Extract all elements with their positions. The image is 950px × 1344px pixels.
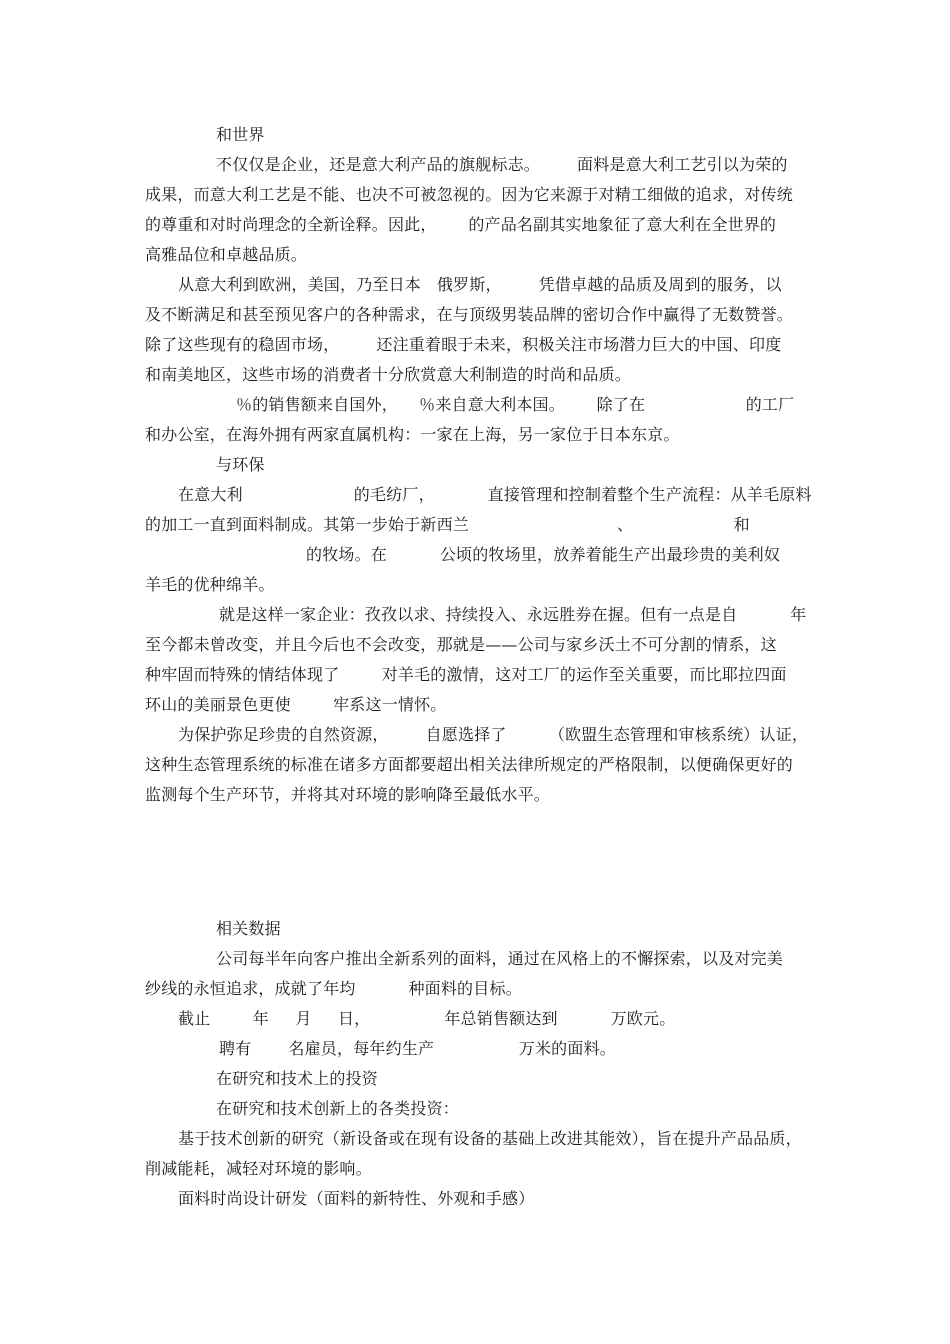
text-line: 除了这些现有的稳固市场， 还注重着眼于未来，积极关注市场潜力巨大的中国、印度 — [145, 335, 782, 354]
text-line: 种牢固而特殊的情结体现了 对羊毛的激情，这对工厂的运作至关重要，而比耶拉四面 — [145, 665, 787, 684]
text-line: 和南美地区，这些市场的消费者十分欣赏意大利制造的时尚和品质。 — [145, 365, 632, 384]
text-line: 环山的美丽景色更使 牢系这一情怀。 — [145, 695, 447, 714]
text-line: 纱线的永恒追求，成就了年均 种面料的目标。 — [145, 979, 522, 998]
text-line: 的牧场。在 公顷的牧场里，放养着能生产出最珍贵的美利奴 — [306, 545, 781, 564]
text-line: 监测每个生产环节，并将其对环境的影响降至最低水平。 — [145, 785, 551, 804]
text-line: 聘有 名雇员，每年约生产 万米的面料。 — [219, 1039, 616, 1058]
text-line: 这种生态管理系统的标准在诸多方面都要超出相关法律所规定的严格限制，以便确保更好的 — [145, 755, 794, 774]
text-line: 及不断满足和甚至预见客户的各种需求，在与顶级男装品牌的密切合作中赢得了无数赞誉。 — [145, 305, 794, 324]
text-line: 成果，而意大利工艺是不能、也决不可被忽视的。因为它来源于对精工细做的追求，对传统 — [145, 185, 794, 204]
text-line: 截止 年 月 日， 年总销售额达到 万欧元。 — [178, 1009, 676, 1028]
section-heading: 在研究和技术上的投资 — [216, 1069, 379, 1088]
text-line: 高雅品位和卓越品质。 — [145, 245, 308, 264]
text-line: 就是这样一家企业：孜孜以求、持续投入、永远胜券在握。但有一点是自 年 — [219, 605, 807, 624]
text-line: 和办公室，在海外拥有两家直属机构：一家在上海，另一家位于日本东京。 — [145, 425, 680, 444]
text-line: 削减能耗，减轻对环境的影响。 — [145, 1159, 372, 1178]
text-line: 至今都未曾改变，并且今后也不会改变，那就是——公司与家乡沃土不可分割的情系，这 — [145, 635, 777, 654]
text-line: 从意大利到欧洲，美国，乃至日本 俄罗斯， 凭借卓越的品质及周到的服务，以 — [178, 275, 782, 294]
text-line: 的加工一直到面料制成。其第一步始于新西兰 、 和 — [145, 515, 750, 534]
text-line: 羊毛的优种绵羊。 — [145, 575, 275, 594]
text-line: 为保护弥足珍贵的自然资源， 自愿选择了 （欧盟生态管理和审核系统）认证， — [178, 725, 809, 744]
text-line: 面料时尚设计研发（面料的新特性、外观和手感） — [178, 1189, 535, 1208]
text-line: 不仅仅是企业，还是意大利产品的旗舰标志。 面料是意大利工艺引以为荣的 — [216, 155, 788, 174]
section-heading: 相关数据 — [216, 919, 281, 938]
text-line: ％的销售额来自国外， ％来自意大利本国。 除了在 的工厂 — [236, 395, 795, 414]
text-line: 在研究和技术创新上的各类投资： — [216, 1099, 460, 1118]
text-line: 基于技术创新的研究（新设备或在现有设备的基础上改进其能效），旨在提升产品品质， — [178, 1129, 802, 1148]
text-line: 的尊重和对时尚理念的全新诠释。因此， 的产品名副其实地象征了意大利在全世界的 — [145, 215, 777, 234]
section-heading: 与环保 — [216, 455, 265, 474]
text-line: 和世界 — [216, 125, 265, 144]
text-line: 公司每半年向客户推出全新系列的面料，通过在风格上的不懈探索，以及对完美 — [216, 949, 784, 968]
text-line: 在意大利 的毛纺厂， 直接管理和控制着整个生产流程：从羊毛原料 — [178, 485, 812, 504]
